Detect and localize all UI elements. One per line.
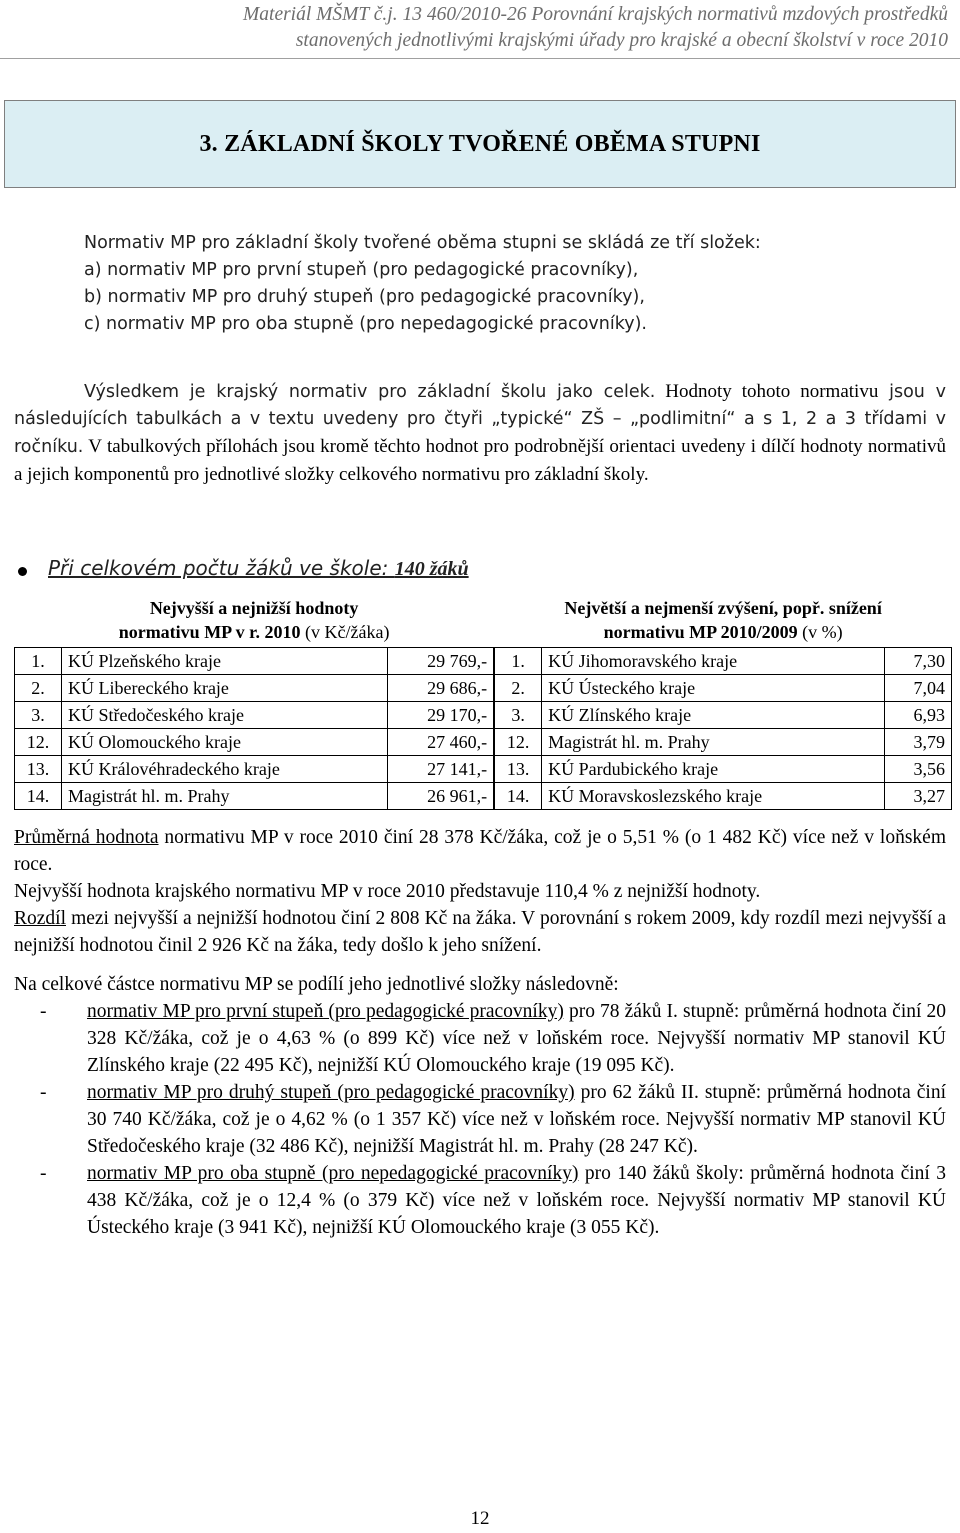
list-item	[14, 1079, 946, 1160]
change-percent: 3,79	[884, 729, 951, 756]
intro-line: b) normativ MP pro druhý stupeň (pro pedagogické pracovníky),	[84, 287, 645, 307]
rank: 3.	[15, 702, 62, 729]
normative-value: 27 460,-	[388, 729, 494, 756]
intro-line: Normativ MP pro základní školy tvořené oběma stupni se skládá ze tří složek:	[84, 233, 761, 253]
right-header-subtitle: normativu MP 2010/2009	[603, 622, 798, 642]
section-title: 3. ZÁKLADNÍ ŠKOLY TVOŘENÉ OBĚMA STUPNI	[199, 130, 761, 157]
dash-icon: -	[40, 1082, 47, 1103]
region-name: KÚ Jihomoravského kraje	[542, 648, 885, 675]
result-paragraph	[14, 378, 946, 489]
normative-value: 29 686,-	[388, 675, 494, 702]
list-intro: Na celkové částce normativu MP se podílí jeho jednotlivé složky následovně:	[14, 974, 619, 995]
difference-text: mezi nejvyšší a nejnižší hodnotou činí 2 808 Kč na žáka. V porovnání s rokem 2009, kdy rozdíl mezi nejvyšší a nejnižší hodnotou činil 2 926 Kč na žáka, tedy došlo k jeho snížení.	[14, 908, 946, 956]
right-header-title: Největší a nejmenší zvýšení, popř. snížení	[564, 598, 882, 618]
right-header	[495, 596, 952, 648]
rank: 12.	[495, 729, 542, 756]
rank: 12.	[15, 729, 62, 756]
page-number: 12	[470, 1508, 490, 1529]
normative-value: 26 961,-	[388, 783, 494, 810]
difference-label: Rozdíl	[14, 908, 66, 929]
section-title-box	[4, 100, 956, 188]
bullet-student-count: 140 žáků	[394, 558, 469, 580]
intro-line: a) normativ MP pro první stupeň (pro pedagogické pracovníky),	[84, 260, 639, 280]
change-percent: 7,30	[884, 648, 951, 675]
left-header-subtitle: normativu MP v r. 2010	[118, 622, 301, 642]
left-header-title: Nejvyšší a nejnižší hodnoty	[149, 598, 359, 618]
region-name: Magistrát hl. m. Prahy	[62, 783, 388, 810]
table-row	[15, 648, 952, 675]
rank: 3.	[495, 702, 542, 729]
bullet-icon	[18, 567, 27, 576]
region-name: KÚ Plzeňského kraje	[62, 648, 388, 675]
para-sentence: V tabulkových přílohách jsou kromě těchto hodnot pro podrobnější orientaci uvedeny i dílčí hodnoty normativů a jejich komponentů pro jednotlivé složky celkového normativu pro základní školy.	[14, 436, 946, 485]
normative-value: 27 141,-	[388, 756, 494, 783]
region-name: KÚ Moravskoslezského kraje	[542, 783, 885, 810]
left-header-unit: (v Kč/žáka)	[300, 622, 390, 642]
intro-block	[84, 230, 944, 338]
rank: 13.	[15, 756, 62, 783]
change-percent: 7,04	[884, 675, 951, 702]
list-item-text: pro 62 žáků II. stupně: průměrná hodnota činí 30 740 Kč/žáka, což je o 4,62 % (o 1 357 Kč) více než v loňském roce. Nejvyšší normativ MP stanovil KÚ Středočeského kraje (32 486 Kč), nejnižší Magistrát hl. m. Prahy (28 247 Kč).	[87, 1082, 946, 1157]
average-paragraph	[14, 824, 946, 878]
table-row	[15, 702, 952, 729]
list-item-title: normativ MP pro první stupeň (pro pedagogické pracovníky)	[87, 1001, 564, 1022]
difference-paragraph	[14, 905, 946, 959]
header-line-2: stanovených jednotlivými krajskými úřady pro krajské a obecní školství v roce 2010	[295, 30, 948, 51]
rank: 14.	[495, 783, 542, 810]
para-sentence: jsou v následujících tabulkách a v textu uvedeny pro čtyři „typické“ ZŠ – „podlimitní“ a s 1, 2 a 3 třídami v ročníku.	[14, 382, 947, 457]
table-row	[15, 675, 952, 702]
change-percent: 6,93	[884, 702, 951, 729]
header-rule	[0, 58, 960, 59]
rank: 14.	[15, 783, 62, 810]
dash-icon: -	[40, 1163, 47, 1184]
change-percent: 3,27	[884, 783, 951, 810]
region-name: KÚ Středočeského kraje	[62, 702, 388, 729]
region-name: KÚ Pardubického kraje	[542, 756, 885, 783]
region-name: KÚ Olomouckého kraje	[62, 729, 388, 756]
rank: 2.	[15, 675, 62, 702]
rank: 2.	[495, 675, 542, 702]
components-list	[14, 971, 946, 1241]
left-header	[15, 596, 494, 648]
table-header-row	[15, 596, 952, 648]
summary-text	[14, 824, 946, 959]
change-percent: 3,56	[884, 756, 951, 783]
table-row	[15, 783, 952, 810]
right-header-unit: (v %)	[797, 622, 843, 642]
page-header	[128, 2, 948, 54]
normative-value: 29 170,-	[388, 702, 494, 729]
average-text: normativu MP v roce 2010 činí 28 378 Kč/žáka, což je o 5,51 % (o 1 482 Kč) více než v loňském roce.	[14, 827, 946, 875]
region-name: KÚ Zlínského kraje	[542, 702, 885, 729]
normative-value: 29 769,-	[388, 648, 494, 675]
list-item-title: normativ MP pro oba stupně (pro nepedagogické pracovníky)	[87, 1163, 579, 1184]
normative-table	[14, 596, 952, 810]
region-name: KÚ Libereckého kraje	[62, 675, 388, 702]
table-row	[15, 729, 952, 756]
bullet-prefix: Při celkovém počtu žáků ve škole:	[48, 556, 395, 580]
rank: 1.	[495, 648, 542, 675]
average-label: Průměrná hodnota	[14, 827, 159, 848]
para-sentence: Výsledkem je krajský normativ pro základní školu jako celek.	[84, 382, 656, 402]
region-name: KÚ Královéhradeckého kraje	[62, 756, 388, 783]
para-sentence: Hodnoty tohoto normativu	[655, 381, 879, 402]
region-name: Magistrát hl. m. Prahy	[542, 729, 885, 756]
list-item-text: pro 78 žáků I. stupně: průměrná hodnota činí 20 328 Kč/žáka, což je o 4,63 % (o 899 Kč) více než v loňském roce. Nejvyšší normativ MP stanovil KÚ Zlínského kraje (22 495 Kč), nejnižší KÚ Olomouckého kraje (19 095 Kč).	[87, 1001, 947, 1076]
rank: 13.	[495, 756, 542, 783]
rank: 1.	[15, 648, 62, 675]
list-item-title: normativ MP pro druhý stupeň (pro pedagogické pracovníky)	[87, 1082, 575, 1103]
region-name: KÚ Ústeckého kraje	[542, 675, 885, 702]
list-item-text: pro 140 žáků školy: průměrná hodnota činí 3 438 Kč/žáka, což je o 12,4 % (o 379 Kč) více než v loňském roce. Nejvyšší normativ MP stanovil KÚ Ústeckého kraje (3 941 Kč), nejnižší KÚ Olomouckého kraje (3 055 Kč).	[87, 1163, 946, 1238]
header-line-1: Materiál MŠMT č.j. 13 460/2010-26 Porovnání krajských normativů mzdových prostředků	[243, 4, 948, 25]
list-item	[14, 1160, 946, 1241]
list-item	[14, 998, 946, 1079]
table-row	[15, 756, 952, 783]
max-paragraph: Nejvyšší hodnota krajského normativu MP v roce 2010 představuje 110,4 % z nejnižší hodnoty.	[14, 881, 761, 902]
dash-icon: -	[40, 1001, 47, 1022]
intro-line: c) normativ MP pro oba stupně (pro nepedagogické pracovníky).	[84, 314, 647, 334]
